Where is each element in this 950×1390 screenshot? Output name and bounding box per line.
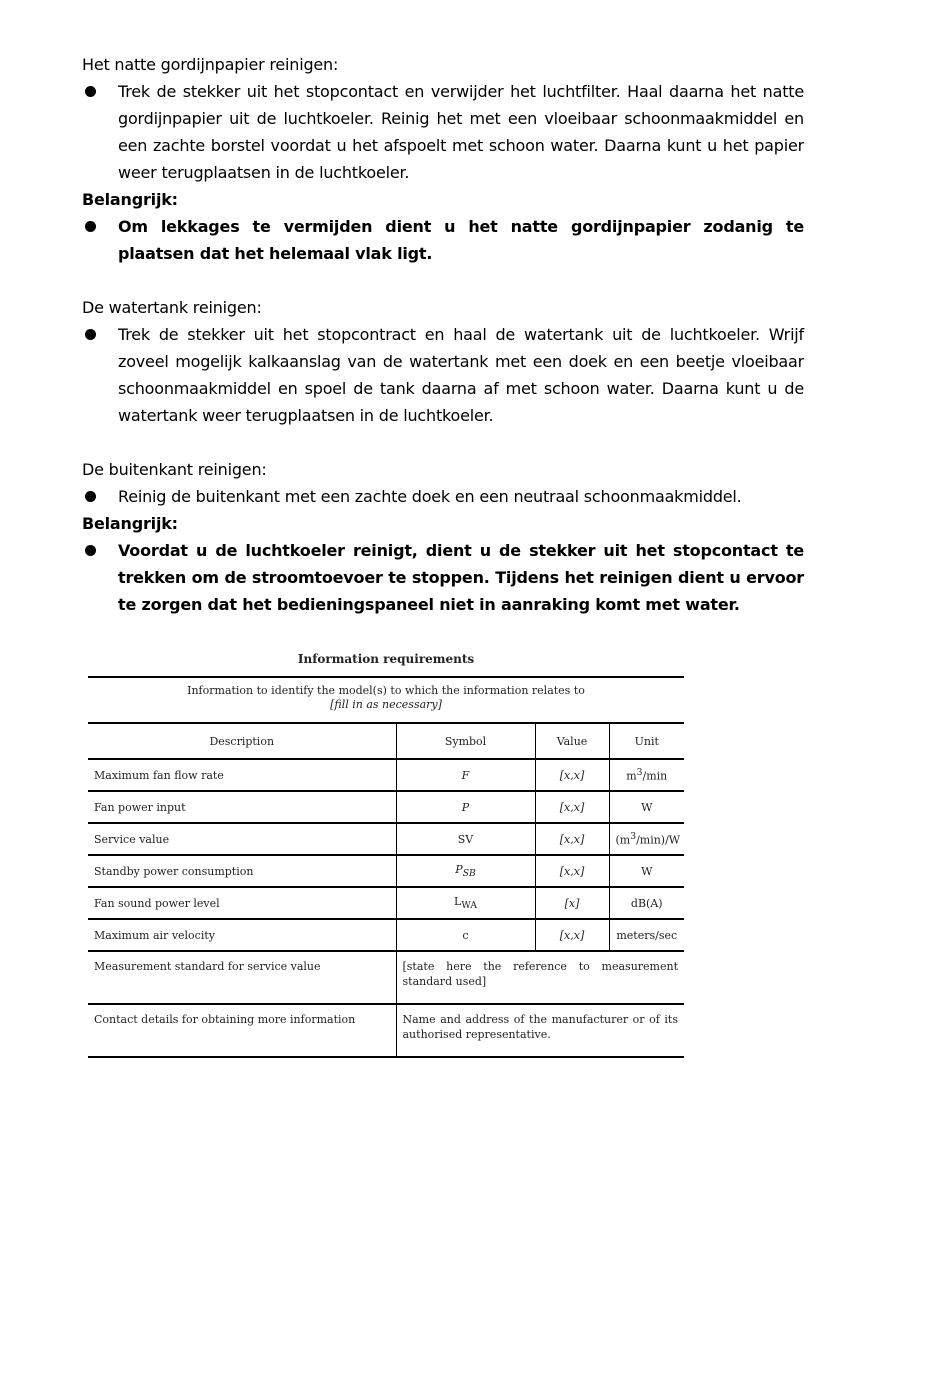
table-row — [88, 855, 684, 887]
curtain-bullet: Trek de stekker uit het stopcontact en verwijder het luchtfilter. Haal daarna het natte gordijnpapier uit de luchtkoeler. Reinig het met een vloeibaar schoonmaakmiddel en een zachte borstel voordat u het afspoelt met schoon water. Daarna kunt u het papier weer terugplaatsen in de luchtkoeler. — [82, 78, 804, 186]
row-description — [88, 887, 396, 919]
outside-heading: De buitenkant reinigen: — [82, 460, 267, 479]
requirements-table — [88, 676, 684, 1058]
row-value — [535, 887, 609, 919]
curtain-heading: Het natte gordijnpapier reinigen: — [82, 55, 339, 74]
outside-important-label: Belangrijk: — [82, 514, 178, 533]
table-row — [88, 791, 684, 823]
table-row — [88, 759, 684, 791]
unit-text: dB(A) — [630, 896, 663, 910]
tank-heading: De watertank reinigen: — [82, 298, 262, 317]
row-symbol — [396, 855, 535, 887]
description-text: Fan sound power level — [94, 896, 220, 910]
cleaning-instructions — [82, 51, 804, 618]
spacer — [82, 267, 804, 294]
data-rows — [88, 759, 684, 951]
row-description — [88, 759, 396, 791]
row-value — [535, 855, 609, 887]
header-unit: Unit — [609, 723, 684, 759]
row-symbol — [396, 887, 535, 919]
description-text: Maximum air velocity — [94, 928, 215, 942]
row-unit — [609, 855, 684, 887]
contact-label: Contact details for obtaining more information — [88, 1004, 396, 1057]
symbol-text: L — [454, 894, 462, 908]
row-unit — [609, 887, 684, 919]
symbol-subscript: WA — [461, 900, 477, 912]
contact-row — [88, 1004, 684, 1057]
value-text: [x,x] — [559, 928, 585, 942]
spacer — [82, 429, 804, 456]
symbol-text: F — [461, 768, 470, 782]
table-row — [88, 823, 684, 855]
description-text: Service value — [94, 832, 170, 846]
outside-bullet: Reinig de buitenkant met een zachte doek en een neutraal schoonmaakmiddel. — [82, 483, 804, 510]
symbol-subscript: SB — [462, 868, 476, 880]
unit-text: (m — [615, 833, 631, 847]
row-description — [88, 791, 396, 823]
measurement-row — [88, 951, 684, 1004]
row-unit — [609, 823, 684, 855]
value-text: [x] — [564, 896, 580, 910]
symbol-text: P — [461, 800, 470, 814]
header-symbol: Symbol — [396, 723, 535, 759]
description-text: Fan power input — [94, 800, 186, 814]
symbol-text: P — [455, 862, 463, 876]
value-text: [x,x] — [559, 864, 585, 878]
information-requirements-table — [88, 648, 684, 1058]
measurement-text: [state here the reference to measurement standard used] — [396, 951, 684, 1004]
row-value — [535, 759, 609, 791]
row-description — [88, 919, 396, 951]
symbol-text: c — [462, 928, 469, 942]
identification-row — [88, 677, 684, 723]
unit-suffix: /min)/W — [636, 833, 681, 847]
unit-superscript: 3 — [630, 831, 637, 843]
row-unit — [609, 919, 684, 951]
identification-text: Information to identify the model(s) to which the information relates to — [187, 684, 585, 697]
row-value — [535, 791, 609, 823]
value-text: [x,x] — [559, 768, 585, 782]
unit-suffix: /min — [642, 769, 668, 783]
row-symbol — [396, 919, 535, 951]
identification-cell — [88, 677, 684, 723]
header-description: Description — [88, 723, 396, 759]
measurement-label: Measurement standard for service value — [88, 951, 396, 1004]
value-text: [x,x] — [559, 800, 585, 814]
unit-text: meters/sec — [616, 928, 678, 942]
curtain-important-label: Belangrijk: — [82, 190, 178, 209]
contact-text: Name and address of the manufacturer or of its authorised representative. — [396, 1004, 684, 1057]
row-description — [88, 823, 396, 855]
header-value: Value — [535, 723, 609, 759]
description-text: Maximum fan flow rate — [94, 768, 224, 782]
table-row — [88, 919, 684, 951]
unit-superscript: 3 — [636, 767, 643, 779]
tank-bullet: Trek de stekker uit het stopcontract en haal de watertank uit de luchtkoeler. Wrijf zoveel mogelijk kalkaanslag van de watertank met een doek en een beetje vloeibaar schoonmaakmiddel en spoel de tank daarna af met schoon water. Daarna kunt u de watertank weer terugplaatsen in de luchtkoeler. — [82, 321, 804, 429]
row-description — [88, 855, 396, 887]
row-unit — [609, 791, 684, 823]
unit-text: m — [626, 769, 637, 783]
identification-hint: [fill in as necessary] — [330, 698, 442, 711]
value-text: [x,x] — [559, 832, 585, 846]
row-symbol — [396, 791, 535, 823]
row-symbol — [396, 823, 535, 855]
description-text: Standby power consumption — [94, 864, 254, 878]
unit-text: W — [641, 864, 653, 878]
symbol-text: SV — [457, 832, 474, 846]
row-value — [535, 823, 609, 855]
table-title: Information requirements — [297, 652, 475, 666]
table-row — [88, 887, 684, 919]
row-unit — [609, 759, 684, 791]
header-row — [88, 723, 684, 759]
unit-text: W — [641, 800, 653, 814]
curtain-important-bullet: Om lekkages te vermijden dient u het natte gordijnpapier zodanig te plaatsen dat het helemaal vlak ligt. — [82, 213, 804, 267]
row-value — [535, 919, 609, 951]
row-symbol — [396, 759, 535, 791]
outside-important-bullet: Voordat u de luchtkoeler reinigt, dient u de stekker uit het stopcontact te trekken om de stroomtoevoer te stoppen. Tijdens het reinigen dient u ervoor te zorgen dat het bedieningspaneel niet in aanraking komt met water. — [82, 537, 804, 618]
